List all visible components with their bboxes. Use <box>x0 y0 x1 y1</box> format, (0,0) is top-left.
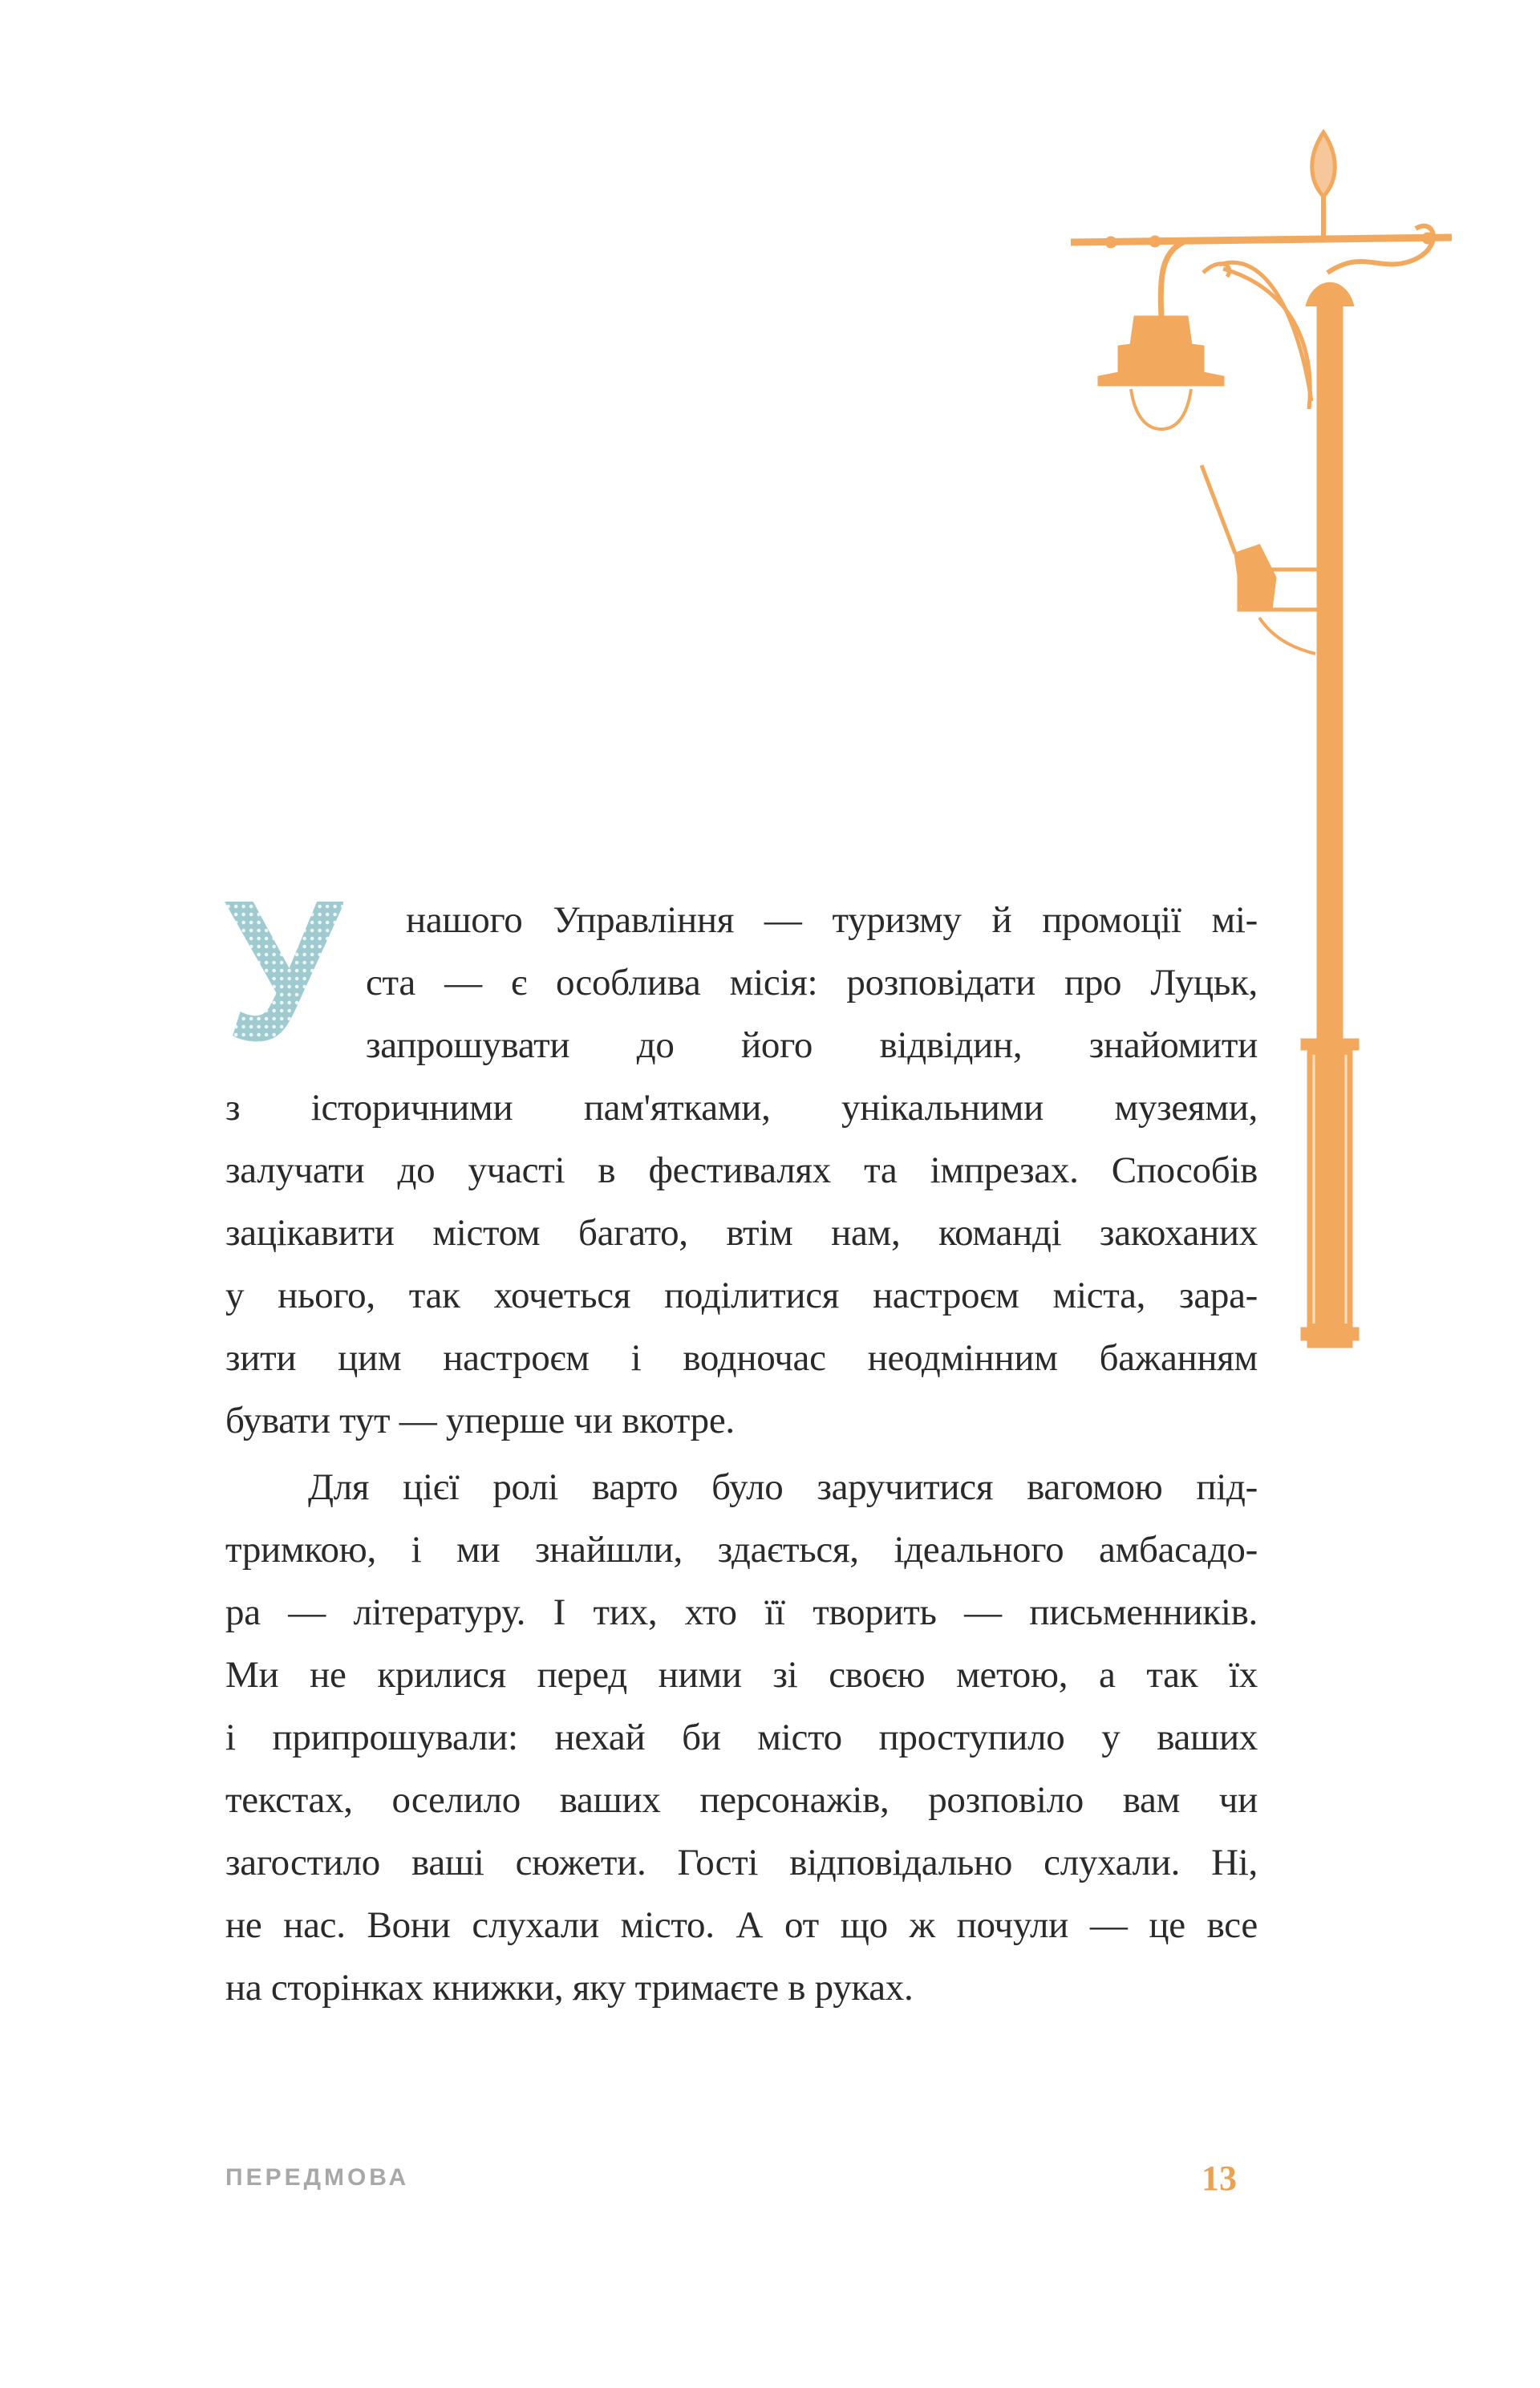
text-line: тримкою, і ми знайшли, здається, ідеального амбасадо- <box>225 1529 1258 1571</box>
text-line: текстах, оселило ваших персонажів, розповіло вам чи <box>225 1779 1258 1821</box>
text-line: загостило ваші сюжети. Гості відповідально слухали. Ні, <box>225 1842 1258 1883</box>
text-line: запрошувати до його відвідин, знайомити <box>366 1024 1258 1066</box>
text-line: Для цієї ролі варто було заручитися вагомою під- <box>308 1466 1258 1508</box>
drop-cap: У <box>224 858 343 1082</box>
text-line: нашого Управління — туризму й промоції мі- <box>406 899 1258 941</box>
text-line: ра — літературу. І тих, хто її творить — письменників. <box>225 1591 1258 1633</box>
text-line: ста — є особлива місія: розповідати про Луцьк, <box>366 962 1258 1003</box>
page-number: 13 <box>1202 2159 1237 2198</box>
text-line: не нас. Вони слухали місто. А от що ж почули — це все <box>225 1904 1258 1946</box>
text-line: і припрошували: нехай би місто проступило у ваших <box>225 1717 1258 1758</box>
lamp-finial <box>1312 132 1335 197</box>
running-footer-section: ПЕРЕДМОВА <box>225 2164 410 2191</box>
lamp-crossbar <box>1071 237 1452 242</box>
text-line: зацікавити містом багато, втім нам, команді закоханих <box>225 1212 1258 1254</box>
lamp-post <box>1317 289 1343 1059</box>
text-line: залучати до участі в фестивалях та імпрезах. Способів <box>225 1149 1258 1191</box>
text-line: у нього, так хочеться поділитися настроєм міста, зара- <box>225 1275 1258 1316</box>
text-line: бувати тут — уперше чи вкотре. <box>225 1400 735 1441</box>
text-line: зити цим настроєм і водночас неодмінним бажанням <box>225 1337 1258 1379</box>
text-line: з історичними пам'ятками, унікальними музеями, <box>225 1087 1258 1129</box>
lamp-shade <box>1099 317 1223 385</box>
text-line: на сторінках книжки, яку тримаєте в руках. <box>225 1967 914 2009</box>
text-line: Ми не крилися перед ними зі своєю метою, а так їх <box>225 1654 1258 1696</box>
